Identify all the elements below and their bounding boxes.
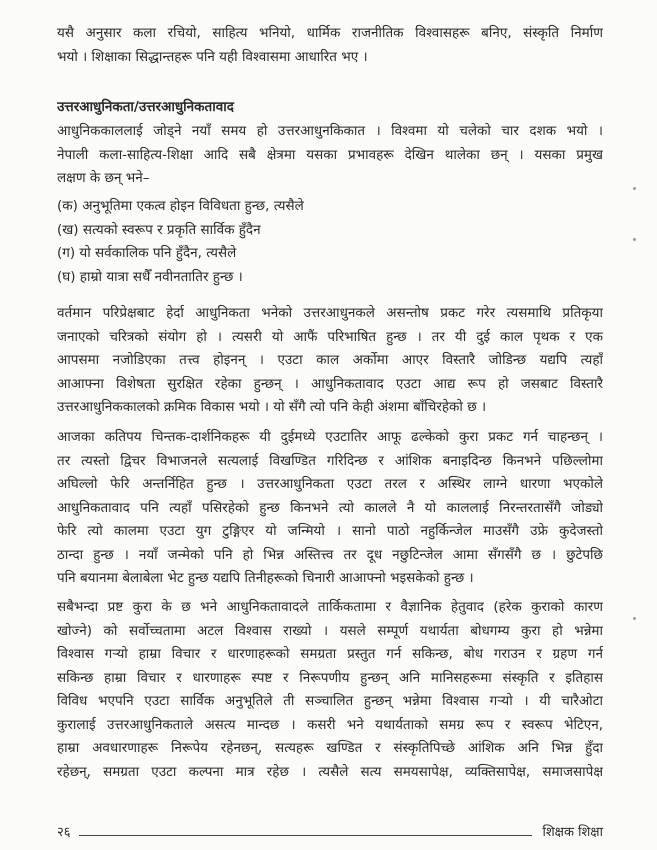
- scan-speck: [633, 617, 636, 620]
- text-line: लक्षण के छन् भने–: [57, 170, 150, 186]
- text-line: पनि बयानमा बेलाबेला भेट हुन्छ यद्यपि तिनीहरूको चिनारी आआफ्नो भइसकेको हुन्छ ।: [57, 570, 474, 586]
- section-heading: [57, 96, 603, 120]
- text-line: विश्वास गर्‍यो हाम्रा विचार र धारणाहरूको समग्रता प्रस्तुत गर्न सकिन्छ, बोध गराउन र ग्रहण गर्न: [57, 646, 603, 662]
- text-line: जनाएको चरित्रको संयोग हो । त्यसरी यो आफैं परिभाषित हुन्छ । तर यी दुई काल पृथक र एक: [57, 328, 603, 345]
- page-footer: [57, 818, 603, 840]
- paragraph-thinkers: [57, 426, 603, 591]
- text-line: वर्तमान परिप्रेक्षबाट हेर्दा आधुनिकता भनेको उत्तरआधुनकले असन्तोष प्रकट गरेर त्यसमाथि प्रतिकृया: [57, 305, 603, 321]
- text-line: यसै अनुसार कला रचियो, साहित्य भनियो, धार्मिक राजनीतिक विश्वासहरू बनिए, संस्कृति निर्माण: [57, 25, 603, 41]
- text-line: भयो । शिक्षाका सिद्धान्तहरू पनि यही विश्वासमा आधारित भए ।: [57, 48, 368, 65]
- text-line: सबैभन्दा प्रष्ट कुरा के छ भने आधुनिकतावादले तार्किकतामा र वैज्ञानिक हेतुवाद (हरेक कुराको कारण: [57, 599, 603, 615]
- text-line: आपसमा नजोडिएका तत्त्व होइनन् । एउटा काल अर्कोमा आएर विस्तारै जोडिन्छ यद्यपि त्यहाँ: [57, 352, 603, 368]
- list-item: (घ) हाम्रो यात्रा सधैँ नवीनतातिर हुन्छ ।: [57, 268, 243, 285]
- paragraph-present-perspective: [57, 302, 603, 420]
- text-line: ठान्दा हुन्छ । नयाँ जन्मेको पनि हो भिन्न अस्तित्त्व तर दूध नछुटिन्जेल आमा सँगसँगै छ । छुटेपछि: [57, 546, 603, 563]
- paragraph-intro: [57, 22, 603, 69]
- running-title: शिक्षक शिक्षा: [542, 825, 603, 840]
- text-line: विविध भएपनि एउटा सार्विक अनुभूतिले ती सञ्चालित हुन्छन् भन्नेमा विश्वास गर्‍यो । यी चारैओटा: [57, 693, 603, 709]
- text-line: नेपाली कला-साहित्य-शिक्षा आदि सबै क्षेत्रमा यसका प्रभावहरू देखिन थालेका छन् । यसका प्रमुख: [57, 146, 603, 163]
- text-line: आधुनिकतावाद पनि त्यहाँ पसिरहेको हुन्छ किनभने त्यो कालले नै यो काललाई निरन्तरतासँगै जोड्यो: [57, 499, 603, 516]
- text-line: उत्तरआधुनिककालको क्रमिक विकास भयो । यो सँगै त्यो पनि केही अंशमा बाँचिरहेको छ ।: [57, 399, 487, 415]
- paragraph-clearest-point: [57, 596, 603, 784]
- paragraph-definition: [57, 120, 603, 191]
- text-line: सकिन्छ हाम्रा विचार र धारणाहरू स्पष्ट र निरूपणीय हुन्छन् अनि मानिसहरूमा संस्कृति र इतिहास: [57, 669, 603, 686]
- text-line: फेरि त्यो कालमा एउटा युग टुङ्गिएर यो जन्मियो । सानो पाठो नहुर्किन्जेल माउसँगै उफ्रे कुदेजस्तो: [57, 523, 603, 539]
- text-line: कुरालाई उत्तरआधुनिकताले असत्य मान्दछ । कसरी भने यथार्यताको समग्र रूप र स्वरूप भेटिएन,: [57, 716, 603, 733]
- characteristics-list: [57, 195, 603, 289]
- text-line: रहेछन्, समग्रता एउटा कल्पना मात्र रहेछ । त्यसैले सत्य समयसापेक्ष, व्यक्तिसापेक्ष, समाजसापेक्ष: [57, 763, 603, 780]
- list-item: (क) अनुभूतिमा एकत्व होइन विविधता हुन्छ, त्यसैले: [57, 198, 304, 214]
- text-line: हाम्रा अवधारणाहरू निरूपेय रहेनछन्, सत्यहरू खण्डित र संस्कृतिपिच्छे आंशिक अनि भिन्न हुँदा: [57, 740, 603, 756]
- scan-speck: [633, 238, 636, 241]
- list-item: (ग) यो सर्वकालिक पनि हुँदैन, त्यसैले: [57, 245, 237, 261]
- page-number: २६: [57, 825, 71, 840]
- list-item: (ख) सत्यको स्वरूप र प्रकृति सार्विक हुँदैन: [57, 221, 261, 238]
- text-line: खोज्ने) को सर्वोच्चतामा अटल विश्वास राख्यो । यसले सम्पूर्ण यथार्यता बोधगम्य कुरा हो भन्नेमा: [57, 622, 603, 639]
- text-line: आआफ्ना विशेषता सुरक्षित रहेका हुन्छन् । आधुनिकतावाद एउटा आद्य रूप हो जसबाट विस्तारै: [57, 375, 603, 392]
- text-line: आजका कतिपय चिन्तक-दार्शनिकहरू यी दुईमध्ये एउटातिर आफू ढल्केको कुरा प्रकट गर्न चाहन्छन् ।: [57, 429, 603, 445]
- text-line: अघिल्लो फेरि अन्तर्निहित हुन्छ । उत्तरआधुनिकता एउटा तरल र अस्थिर लाग्ने धारणा भएकोले: [57, 476, 603, 492]
- text-line: तर त्यस्तो द्विचर विभाजनले सत्यलाई विखण्डित गरिदिन्छ र आंशिक बनाइदिन्छ किनभने पछिल्लोमा: [57, 452, 603, 469]
- text-line: आधुनिककाललाई जोड्ने नयाँ समय हो उत्तरआधुनकिकात । विश्वमा यो चलेको चार दशक भयो ।: [57, 123, 603, 139]
- footer-rule: [79, 835, 533, 836]
- section-heading-text: उत्तरआधुनिकता/उत्तरआधुनिकतावाद: [57, 99, 234, 115]
- scan-speck: [633, 187, 636, 190]
